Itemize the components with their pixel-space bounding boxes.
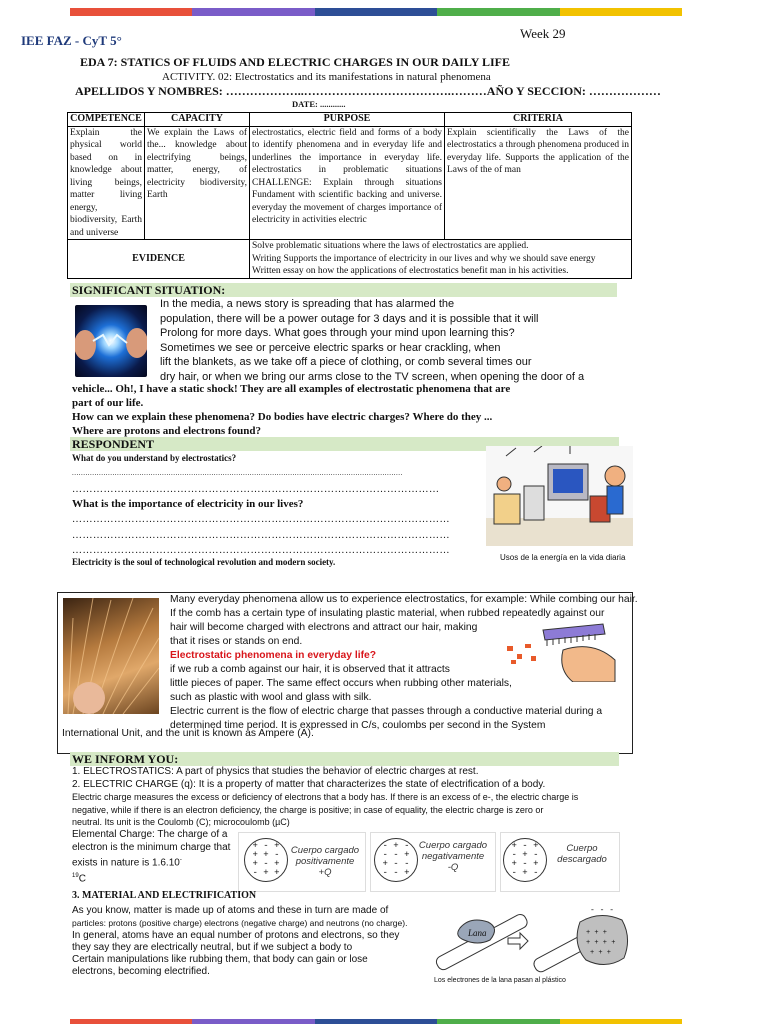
stripe-red	[70, 1019, 192, 1024]
material-line: particles: protons (positive charge) electrons (negative charge) and neutrons (no charge).	[72, 918, 408, 929]
situation-bold-line: part of our life.	[72, 397, 144, 409]
neutral-body-label	[552, 843, 612, 865]
elemental-unit: C	[78, 873, 86, 885]
circle-label-line: Cuerpo cargado	[418, 840, 488, 851]
competence-table	[67, 112, 632, 279]
capacity-cell: We explain the Laws of the... knowledge about electrifying beings, matter, energy, of electricity biodiversity, Earth	[145, 126, 250, 240]
capacity-header: CAPACITY	[145, 113, 250, 127]
elemental-line: Elemental Charge: The charge of a	[72, 829, 228, 840]
inform-line: negative, while if there is an electron deficiency, the charge is positive; in case of equality, the electric charge is zero or	[72, 804, 544, 815]
table-body-row	[68, 126, 632, 240]
wool-rubbing-icon	[430, 898, 632, 980]
material-line: In general, atoms have an equal number of protons and electrons, so they	[72, 929, 400, 941]
circle-label-line: positivamente	[295, 856, 355, 867]
situation-bold-line: How can we explain these phenomena? Do bodies have electric charges? Where do they ...	[72, 411, 493, 423]
lightning-hands-image	[75, 305, 147, 377]
electricity-statement: Electricity is the soul of technological revolution and modern society.	[72, 557, 336, 567]
stripe-red	[70, 8, 192, 16]
elemental-line	[72, 870, 240, 886]
situation-line: In the media, a news story is spreading that has alarmed the	[160, 298, 455, 310]
eda-title: EDA 7: STATICS OF FLUIDS AND ELECTRIC CHARGES IN OUR DAILY LIFE	[80, 55, 510, 69]
static-hair-icon	[63, 598, 159, 714]
comb-line: determined time period. It is expressed in C/s, coulombs per second in the System	[170, 720, 546, 731]
comb-line: little pieces of paper. The same effect occurs when rubbing other materials,	[170, 678, 512, 689]
appliances-illustration-icon	[486, 446, 633, 546]
hair-standing-image	[63, 598, 159, 714]
material-line: Certain manipulations like rubbing them, that body can gain or lose	[72, 954, 368, 966]
evidence-item: Writing Supports the importance of electricity in our lives and why we should save energy	[252, 253, 596, 264]
situation-bold-text	[72, 382, 632, 438]
svg-text:+ + + +: + + + +	[586, 939, 616, 947]
criteria-header: CRITERIA	[445, 113, 632, 127]
circle-label-line: -Q	[447, 862, 459, 873]
material-title: 3. MATERIAL AND ELECTRIFICATION	[72, 890, 257, 901]
evidence-cell	[250, 240, 632, 279]
situation-line: population, there will be a power outage for 3 days and it is possible that it will	[160, 312, 539, 325]
stripe-green	[437, 8, 559, 16]
elemental-line: electron is the minimum charge that	[72, 841, 231, 853]
competence-cell: Explain the physical world based on in knowledge about living beings, matter living energy, biodiversity, Earth and universe	[68, 126, 145, 240]
stripe-yellow	[560, 1019, 682, 1024]
inform-line: Electric charge measures the excess or deficiency of electrons that a body has. If there is an excess of e-, the electric charge is	[72, 792, 579, 802]
wool-plastic-image	[430, 898, 632, 980]
material-line: As you know, matter is made up of atoms and these in turn are made of	[72, 905, 389, 916]
comb-line: hair will become charged with electrons and attract our hair, making	[170, 622, 478, 633]
wool-plastic-caption: Los electrones de la lana pasan al plástico	[434, 977, 566, 984]
stripe-green	[437, 1019, 559, 1024]
elemental-sup: -	[179, 857, 182, 863]
energy-uses-image	[486, 446, 633, 546]
answer-line: ………………………………………………………………………………………………	[72, 514, 450, 525]
evidence-item: Solve problematic situations where the laws of electrostatics are applied.	[252, 241, 529, 251]
answer-line: ………………………………………………………………………………………………	[72, 530, 450, 541]
wool-label: Lana	[468, 928, 487, 938]
comb-line: such as plastic with wool and glass with silk.	[170, 692, 372, 703]
comb-hand-icon	[503, 620, 616, 682]
inform-line: 1. ELECTROSTATICS: A part of physics that studies the behavior of electric charges at rest.	[72, 766, 479, 777]
situation-line: Prolong for more days. What goes through your mind upon learning this?	[160, 327, 515, 339]
question-electrostatics: What do you understand by electrostatics?	[72, 453, 237, 463]
answer-line: ……………………………………………………………………………………………	[72, 484, 440, 495]
inform-header: WE INFORM YOU:	[70, 752, 619, 766]
inform-line: 2. ELECTRIC CHARGE (q): It is a property of matter that characterizes the state of electrification of a body.	[72, 778, 546, 790]
stripe-blue	[315, 1019, 437, 1024]
energy-uses-caption: Usos de la energía en la vida diaria	[500, 553, 626, 562]
situation-text	[160, 297, 620, 384]
negative-body-circle: - + - - - + + - - - - +	[374, 838, 418, 882]
situation-line: lift the blankets, as we take off a piece of clothing, or comb several times our	[160, 356, 532, 368]
circle-label-line: descargado	[557, 854, 607, 865]
positive-body-label	[286, 845, 364, 878]
inform-text	[72, 766, 632, 829]
table-header-row	[68, 113, 632, 127]
svg-text:- - -: - - -	[590, 906, 615, 915]
material-line: they say they are electrically neutral, but if we subject a body to	[72, 941, 353, 953]
circle-label-line: Cuerpo cargado	[290, 845, 360, 856]
significant-situation-header: SIGNIFICANT SITUATION:	[70, 283, 617, 297]
stripe-purple	[192, 1019, 314, 1024]
lightning-icon	[75, 305, 147, 377]
elemental-line	[72, 854, 240, 870]
activity-title: ACTIVITY. 02: Electrostatics and its manifestations in natural phenomena	[162, 71, 491, 83]
situation-bold-line: Where are protons and electrons found?	[72, 425, 261, 437]
comb-line: Electric current is the flow of electric charge that passes through a conductive material during a	[170, 706, 603, 717]
competence-header: COMPETENCE	[68, 113, 145, 127]
situation-bold-line: vehicle... Oh!, I have a static shock! They are all examples of electrostatic phenomena that are	[72, 383, 511, 395]
circle-label-line: +Q	[318, 867, 332, 878]
comb-line: If the comb has a certain type of insulating plastic material, when rubbed repeatedly against our	[170, 608, 605, 619]
comb-line: Many everyday phenomena allow us to experience electrostatics, for example: While combing our hair.	[170, 594, 638, 605]
week-label: Week 29	[520, 26, 566, 41]
respondent-header: RESPONDENT	[70, 437, 619, 451]
neutral-body-circle: + - + - + - + - + - + -	[503, 838, 547, 882]
school-label: IEE FAZ - CyT 5°	[21, 33, 122, 48]
inform-line: neutral. Its unit is the Coulomb (C); microcoulomb (µC)	[72, 817, 290, 827]
elemental-value: exists in nature is 1.6.10	[72, 857, 180, 869]
situation-line: dry hair, or when we bring our arms close to the TV screen, when opening the door of a	[160, 370, 585, 383]
svg-text:+ + +: + + +	[590, 949, 612, 957]
answer-line: ………………………………………………………………………………………………	[72, 545, 450, 556]
criteria-cell: Explain scientifically the Laws of the electrostatics a through phenomena produced in everyday life. Supports the application of the Laws of the of man	[445, 126, 632, 240]
circle-label-line: Cuerpo	[566, 843, 598, 854]
top-color-stripe	[70, 8, 682, 16]
question-importance: What is the importance of electricity in our lives?	[72, 498, 304, 510]
evidence-label: EVIDENCE	[68, 240, 250, 279]
comb-paper-image	[503, 620, 616, 682]
answer-line: ...................................................................................................................................................	[72, 469, 403, 477]
stripe-yellow	[560, 8, 682, 16]
date-line: DATE: ............	[292, 99, 346, 109]
circle-label-line: negativamente	[421, 851, 485, 862]
negative-body-label	[414, 840, 492, 873]
bottom-color-stripe	[70, 1019, 682, 1024]
comb-line: if we rub a comb against our hair, it is observed that it attracts	[170, 664, 450, 675]
elemental-exponent: 19	[72, 872, 79, 879]
phenomena-red-heading: Electrostatic phenomena in everyday life?	[170, 650, 377, 661]
situation-line: Sometimes we see or perceive electric sparks or hear crackling, when	[160, 341, 501, 354]
material-text	[72, 905, 432, 979]
comb-line: that it rises or stands on end.	[170, 636, 303, 647]
stripe-blue	[315, 8, 437, 16]
svg-text:+ + +: + + +	[586, 929, 608, 937]
material-line: electrons, becoming electrified.	[72, 966, 210, 978]
ampere-line: International Unit, and the unit is known as Ampere (A).	[62, 728, 314, 739]
stripe-purple	[192, 8, 314, 16]
evidence-row	[68, 240, 632, 279]
elemental-charge-text	[72, 829, 240, 886]
purpose-header: PURPOSE	[250, 113, 445, 127]
positive-body-circle: + - + + + - + - + - + +	[244, 838, 288, 882]
purpose-cell: electrostatics, electric field and forms of a body to identify phenomena and in everyday life and underlines the importance in everyday life. electrostatics in problematic situations CHALLENGE: Explain through situations Fundament with scientific backing and universe. everyday the movement of charges importance of electricity in activities electric	[250, 126, 445, 240]
evidence-item: Written essay on how the applications of electrostatics benefit man in his activities.	[252, 266, 569, 276]
names-line: APELLIDOS Y NOMBRES: ………………..……………………………….………AÑO Y SECCION: ………………	[75, 84, 661, 98]
